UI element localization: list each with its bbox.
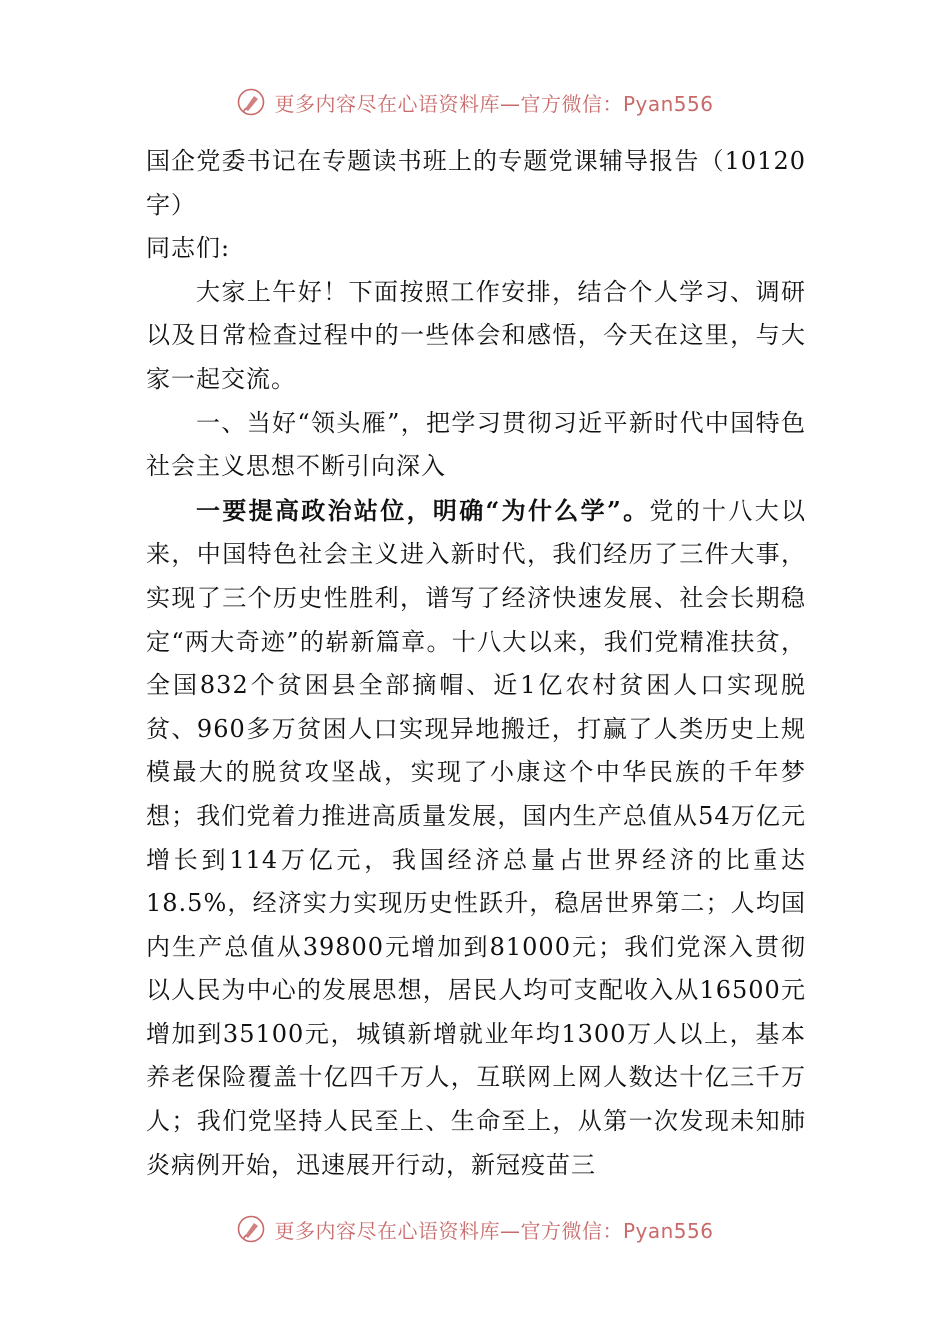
document-title: 国企党委书记在专题读书班上的专题党课辅导报告（10120字） [146, 147, 806, 219]
document-body [146, 140, 806, 1187]
section-heading-1: 一、当好“领头雁”，把学习贯彻习近平新时代中国特色社会主义思想不断引向深入 [146, 408, 806, 481]
point-body-text: 党的十八大以来，中国特色社会主义进入新时代，我们经历了三件大事，实现了三个历史性胜利，谱写了经济快速发展、社会长期稳定“两大奇迹”的崭新篇章。十八大以来，我们党精准扶贫，全国832个贫困县全部摘帽、近1亿农村贫困人口实现脱贫、960多万贫困人口实现异地搬迁，打赢了人类历史上规模最大的脱贫攻坚战，实现了小康这个中华民族的千年梦想；我们党着力推进高质量发展，国内生产总值从54万亿元增长到114万亿元，我国经济总量占世界经济的比重达18.5%，经济实力实现历史性跃升，稳居世界第二；人均国内生产总值从39800元增加到81000元；我们党深入贯彻以人民为中心的发展思想，居民人均可支配收入从16500元增加到35100元，城镇新增就业年均1300万人以上，基本养老保险覆盖十亿四千万人，互联网上网人数达十亿三千万人；我们党坚持人民至上、生命至上，从第一次发现未知肺炎病例开始，迅速展开行动，新冠疫苗三 [146, 496, 807, 1179]
footer-watermark [0, 1211, 950, 1247]
point-paragraph-1 [146, 489, 806, 1188]
intro-paragraph: 大家上午好！下面按照工作安排，结合个人学习、调研以及日常检查过程中的一些体会和感悟，今天在这里，与大家一起交流。 [146, 277, 806, 393]
watermark-text: 更多内容尽在心语资料库—官方微信：Pyan556 [274, 91, 714, 116]
pen-nib-icon [236, 87, 266, 117]
point-heading-bold: 一要提高政治站位，明确“为什么学”。 [196, 495, 650, 525]
header-watermark [0, 84, 950, 120]
salutation: 同志们: [146, 234, 231, 263]
watermark-text: 更多内容尽在心语资料库—官方微信：Pyan556 [274, 1218, 714, 1243]
pen-nib-icon [236, 1214, 266, 1244]
